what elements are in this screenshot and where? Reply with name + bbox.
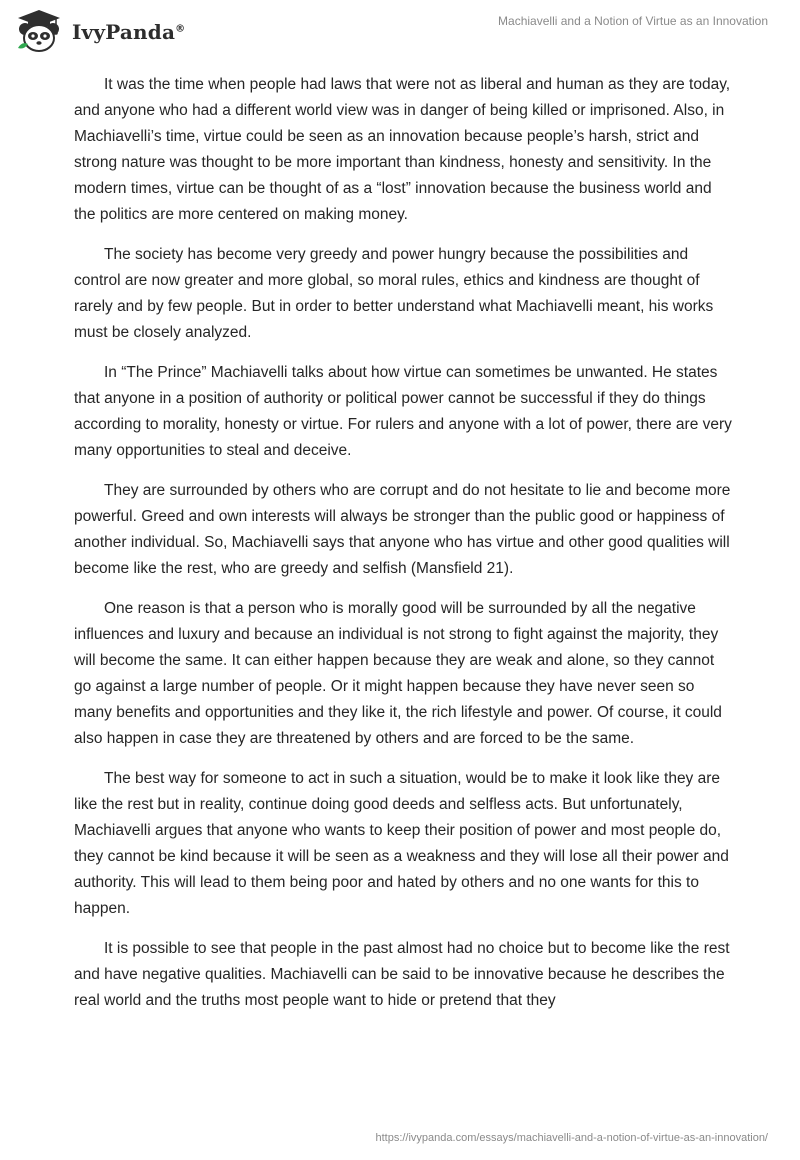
paragraph: It was the time when people had laws that were not as liberal and human as they are today, and anyone who had a different world view was in danger of being killed or imprisoned. Also, in Machiavelli’s time, virtue could be seen as an innovation because people’s harsh, strict and strong nature was thought to be more important than kindness, honesty and sensitivity. In the modern times, virtue can be thought of as a “lost” innovation because the business world and the politics are more centered on making money. — [74, 76, 731, 223]
paragraph: In “The Prince” Machiavelli talks about how virtue can sometimes be unwanted. He states that anyone in a position of authority or political power cannot be successful if they do things according to morality, honesty or virtue. For rulers and anyone with a lot of power, there are very many opportunities to steal and deceive. — [74, 364, 732, 459]
paragraph: They are surrounded by others who are corrupt and do not hesitate to lie and become more powerful. Greed and own interests will always be stronger than the public good or happiness of another individual. So, Machiavelli says that anyone who has virtue and other good qualities will become like the rest, who are greedy and selfish (Mansfield 21). — [74, 482, 731, 577]
source-url[interactable]: https://ivypanda.com/essays/machiavelli-and-a-notion-of-virtue-as-an-innovation/ — [375, 1132, 768, 1144]
panda-graduate-icon — [14, 8, 64, 54]
paragraph: One reason is that a person who is morally good will be surrounded by all the negative influences and luxury and because an individual is not strong to fight against the majority, they will become the same. It can either happen because they are weak and alone, so they cannot go against a large number of people. Or it might happen because they have never seen so many benefits and opportunities and they like it, the rich lifestyle and power. Of course, it could also happen in case they are threatened by others and are forced to be the same. — [74, 600, 722, 747]
logo-wordmark: IvyPanda® — [72, 20, 186, 44]
paragraph: The society has become very greedy and power hungry because the possibilities and control are now greater and more global, so moral rules, ethics and kindness are thought of rarely and by few people. But in order to better understand what Machiavelli meant, his works must be closely analyzed. — [74, 246, 714, 341]
paragraph: It is possible to see that people in the past almost had no choice but to become like the rest and have negative qualities. Machiavelli can be said to be innovative because he describes the real world and the truths most people want to hide or pretend that they — [74, 940, 730, 1009]
document-title: Machiavelli and a Notion of Virtue as an Innovation — [498, 14, 768, 28]
page-header — [0, 0, 800, 60]
essay-body — [74, 72, 734, 1028]
ivypanda-logo[interactable] — [14, 8, 185, 54]
paragraph: The best way for someone to act in such a situation, would be to make it look like they are like the rest but in reality, continue doing good deeds and selfless acts. But unfortunately, Machiavelli argues that anyone who wants to keep their position of power and most people do, they cannot be kind because it will be seen as a weakness and they will lose all their power and authority. This will lead to them being poor and hated by others and no one wants for this to happen. — [74, 770, 729, 917]
